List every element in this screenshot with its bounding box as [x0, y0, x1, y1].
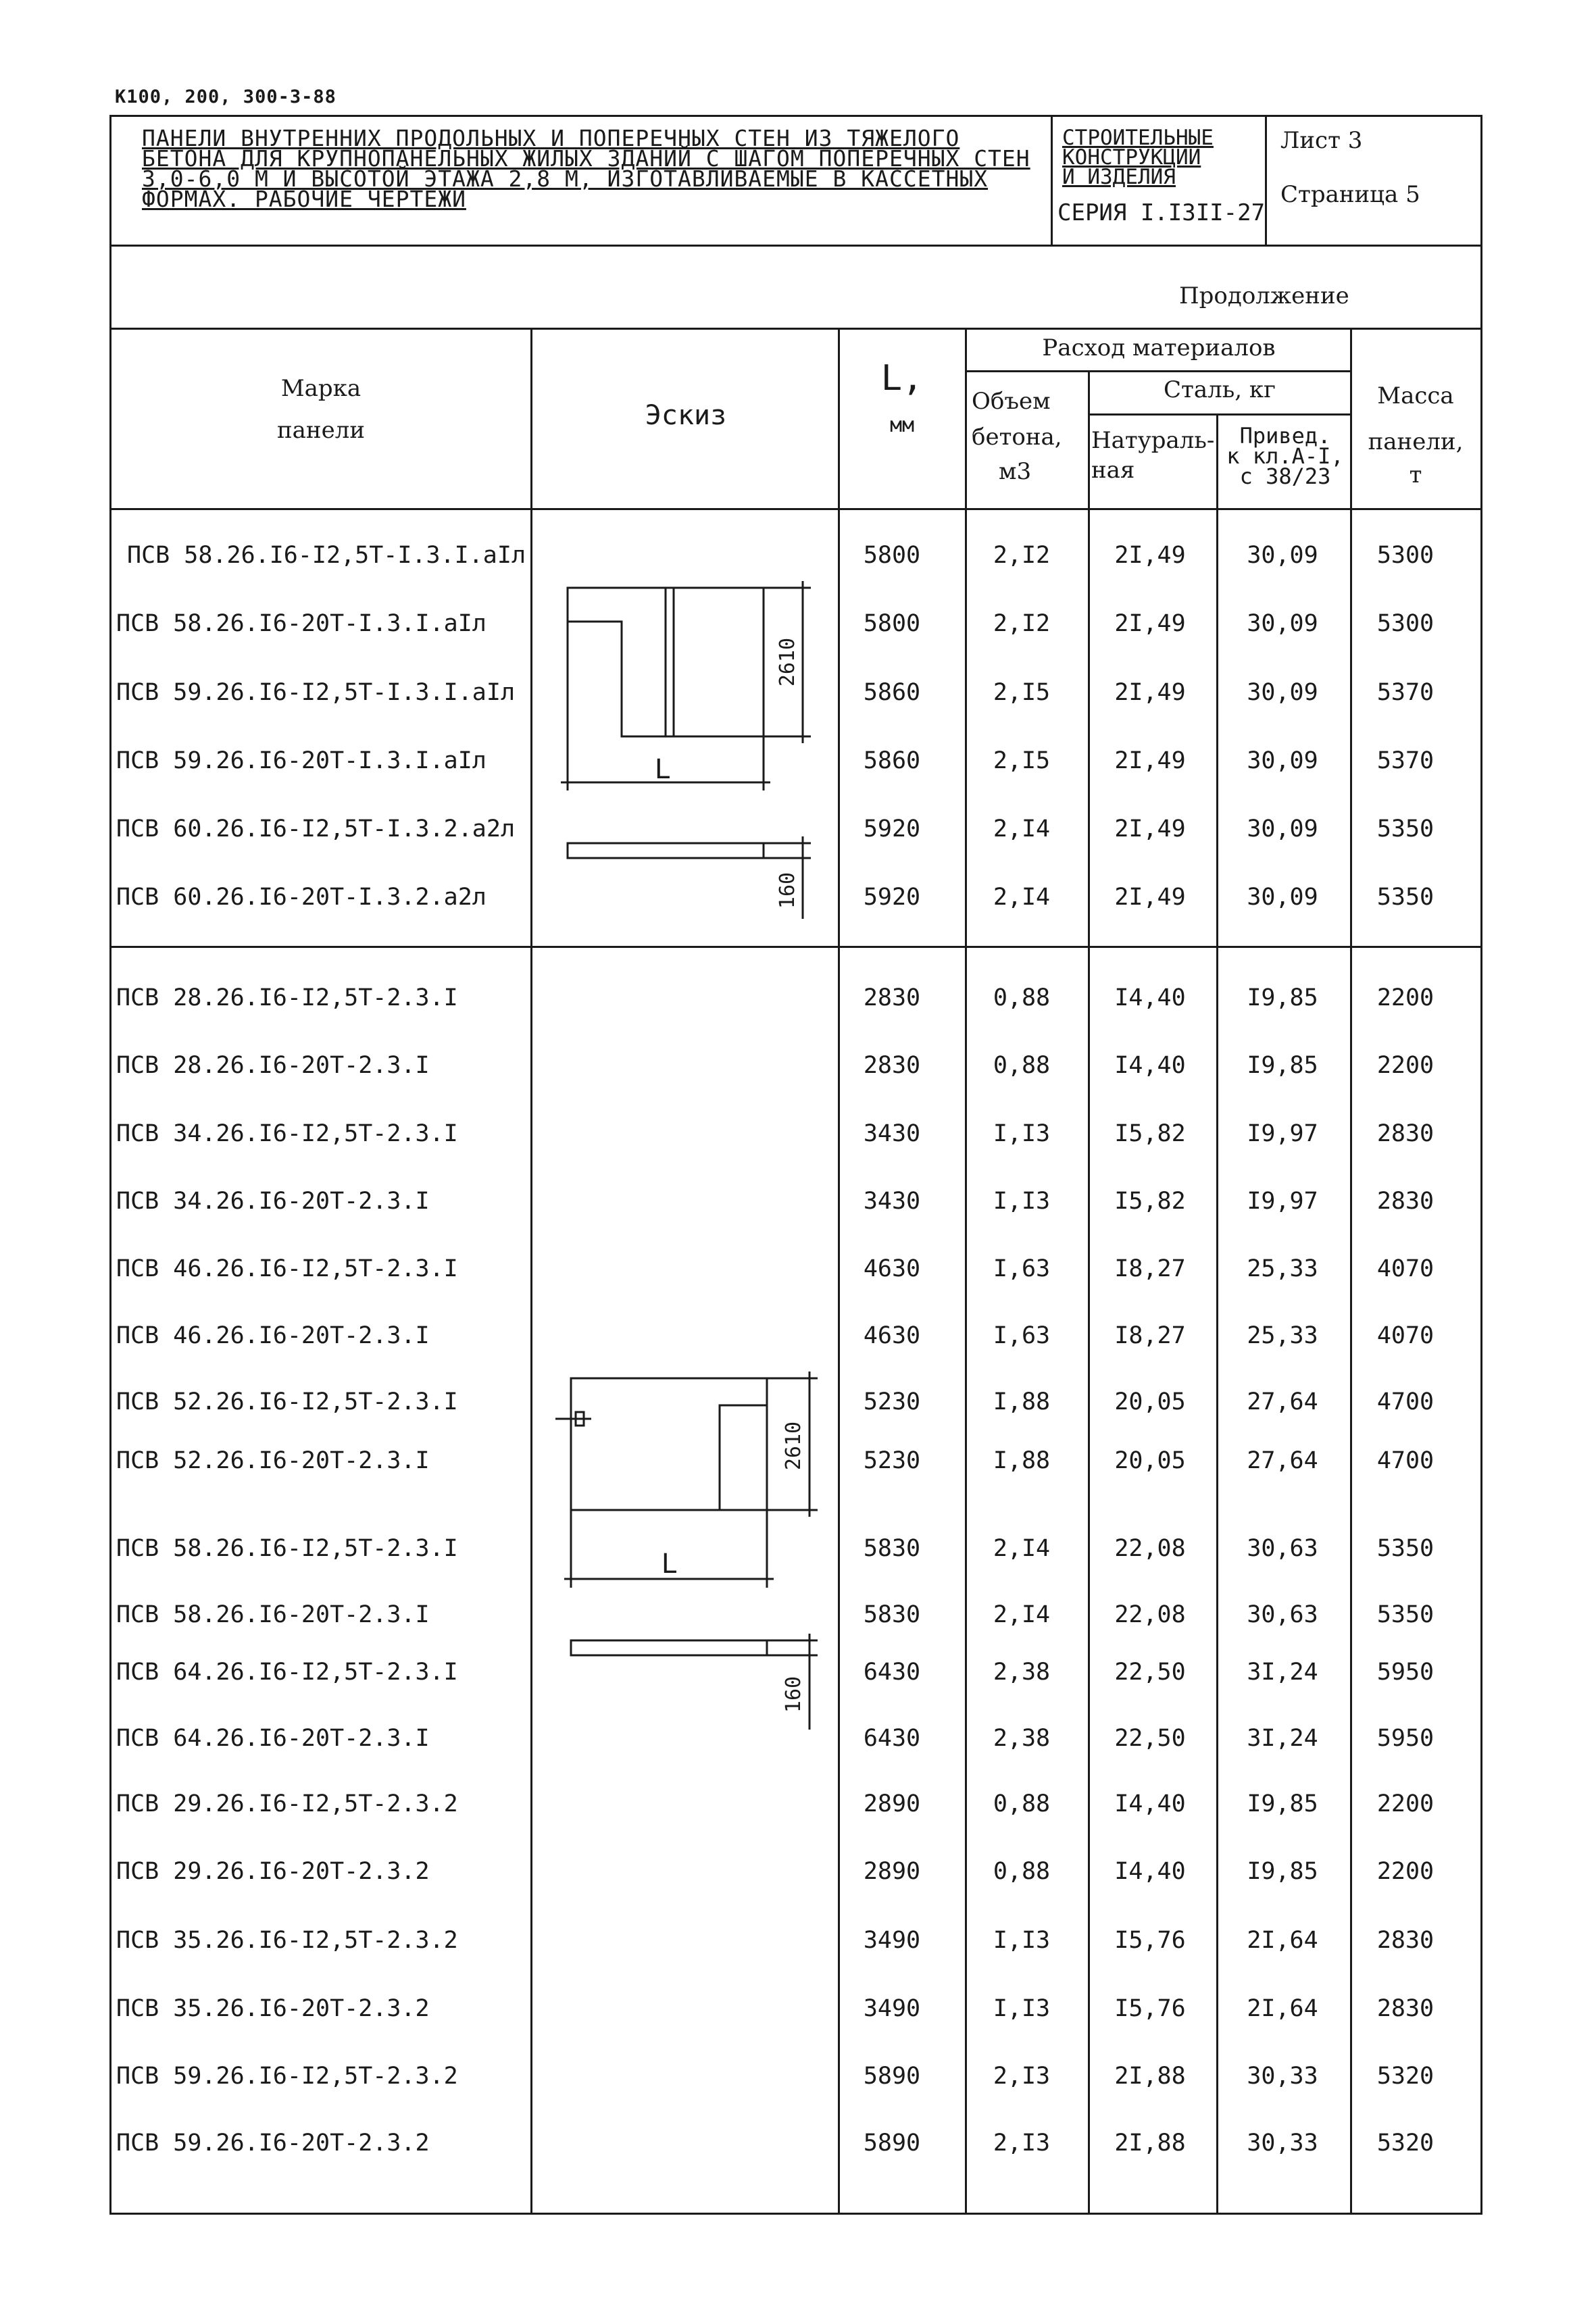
- panel-length: 2830: [863, 984, 921, 1011]
- steel-reduced: 25,33: [1247, 1322, 1318, 1349]
- header-volume: [966, 386, 1093, 485]
- steel-natural: 22,50: [1114, 1725, 1186, 1752]
- panel-length: 5920: [863, 884, 921, 911]
- concrete-volume: 2,I4: [993, 884, 1051, 911]
- panel-length: 3490: [863, 1995, 921, 2022]
- concrete-volume: 2,I3: [993, 2130, 1051, 2157]
- concrete-volume: I,I3: [993, 1995, 1051, 2022]
- concrete-volume: I,I3: [993, 1120, 1051, 1147]
- table-row: [0, 815, 1596, 848]
- steel-reduced: 2I,64: [1247, 1927, 1318, 1954]
- stamp-page-number: Страница 5: [1280, 181, 1420, 208]
- steel-natural: I5,82: [1114, 1188, 1186, 1215]
- concrete-volume: 2,I3: [993, 2063, 1051, 2090]
- header-natural-line-2: ная: [1091, 457, 1135, 484]
- panel-length: 5830: [863, 1601, 921, 1628]
- panel-mark: ПСВ 59.26.I6-20Т-I.3.I.aIл: [116, 747, 487, 774]
- panel-mark: ПСВ 52.26.I6-20Т-2.3.I: [116, 1447, 430, 1474]
- panel-length: 3490: [863, 1927, 921, 1954]
- steel-reduced: 30,09: [1247, 610, 1318, 637]
- header-mark-line-2: панели: [277, 417, 365, 444]
- panel-mass: 2200: [1376, 984, 1435, 1011]
- steel-reduced: 25,33: [1247, 1255, 1318, 1282]
- steel-reduced: 3I,24: [1247, 1725, 1318, 1752]
- stamp-category-line-2: КОНСТРУКЦИИ: [1062, 145, 1201, 170]
- stamp-category-line-1: СТРОИТЕЛЬНЫЕ: [1062, 126, 1214, 150]
- header-reduced-line-3: с 38/23: [1239, 463, 1331, 489]
- concrete-volume: 2,38: [993, 1659, 1051, 1686]
- concrete-volume: 2,38: [993, 1725, 1051, 1752]
- header-mass-line-2: панели,: [1368, 428, 1464, 455]
- steel-reduced: I9,97: [1247, 1188, 1318, 1215]
- table-row: [0, 1790, 1596, 1823]
- panel-mass: 4700: [1376, 1447, 1435, 1474]
- panel-mass: 5350: [1376, 1601, 1435, 1628]
- concrete-volume: 0,88: [993, 1790, 1051, 1817]
- panel-mass: 5300: [1376, 542, 1435, 569]
- header-mass: [1351, 373, 1480, 488]
- panel-length: 5830: [863, 1535, 921, 1562]
- stamp-sheet-number: Лист 3: [1280, 127, 1363, 154]
- header-mass-line-1: Масса: [1377, 382, 1454, 409]
- table-row: [0, 679, 1596, 711]
- steel-reduced: 30,09: [1247, 815, 1318, 842]
- table-row: [0, 1188, 1596, 1220]
- panel-mass: 2830: [1376, 1927, 1435, 1954]
- steel-natural: 2I,88: [1114, 2130, 1186, 2157]
- steel-reduced: 30,09: [1247, 679, 1318, 706]
- title-block-divider-2: [1265, 115, 1267, 245]
- panel-length: 5890: [863, 2130, 921, 2157]
- table-row: [0, 2130, 1596, 2162]
- steel-natural: I5,82: [1114, 1120, 1186, 1147]
- panel-mark: ПСВ 58.26.I6-20Т-I.3.I.aIл: [116, 610, 487, 637]
- concrete-volume: 2,I5: [993, 747, 1051, 774]
- steel-natural: 20,05: [1114, 1388, 1186, 1415]
- panel-mass: 4070: [1376, 1255, 1435, 1282]
- title-block-divider-1: [1051, 115, 1053, 245]
- panel-length: 5800: [863, 610, 921, 637]
- panel-mark: ПСВ 28.26.I6-20Т-2.3.I: [116, 1052, 430, 1079]
- panel-length: 2830: [863, 1052, 921, 1079]
- concrete-volume: 2,I4: [993, 815, 1051, 842]
- concrete-volume: I,63: [993, 1322, 1051, 1349]
- header-steel: Сталь, кг: [1164, 376, 1276, 403]
- table-row: [0, 984, 1596, 1017]
- stamp-category-line-3: И ИЗДЕЛИЯ: [1062, 165, 1176, 189]
- panel-mark: ПСВ 35.26.I6-20Т-2.3.2: [116, 1995, 430, 2022]
- steel-reduced: I9,85: [1247, 1052, 1318, 1079]
- header-sketch: Эскиз: [645, 400, 727, 431]
- header-volume-line-1: Объем: [972, 388, 1051, 415]
- header-reduced-line-2: к кл.А-I,: [1226, 443, 1344, 469]
- steel-natural: I4,40: [1114, 1052, 1186, 1079]
- document-code: К100, 200, 300-3-88: [115, 86, 336, 107]
- steel-natural: I8,27: [1114, 1322, 1186, 1349]
- panel-mark: ПСВ 59.26.I6-I2,5Т-2.3.2: [116, 2063, 458, 2090]
- panel-mark: ПСВ 59.26.I6-20Т-2.3.2: [116, 2130, 430, 2157]
- concrete-volume: 2,I5: [993, 679, 1051, 706]
- panel-mass: 5320: [1376, 2130, 1435, 2157]
- steel-reduced: I9,97: [1247, 1120, 1318, 1147]
- title-block-bottom-line: [109, 245, 1482, 247]
- panel-mark: ПСВ 60.26.I6-I2,5Т-I.3.2.a2л: [116, 815, 516, 842]
- panel-mass: 2200: [1376, 1858, 1435, 1885]
- sketch-2-length-label: L: [661, 1549, 677, 1580]
- concrete-volume: I,88: [993, 1447, 1051, 1474]
- steel-natural: 2I,49: [1114, 542, 1186, 569]
- panel-mark: ПСВ 64.26.I6-20Т-2.3.I: [116, 1725, 430, 1752]
- table-row: [0, 1255, 1596, 1288]
- panel-mark: ПСВ 60.26.I6-20Т-I.3.2.a2л: [116, 884, 487, 911]
- steel-reduced: I9,85: [1247, 984, 1318, 1011]
- table-row: [0, 1725, 1596, 1757]
- table-row: [0, 1388, 1596, 1421]
- steel-natural: I5,76: [1114, 1995, 1186, 2022]
- panel-length: 6430: [863, 1659, 921, 1686]
- steel-natural: 2I,49: [1114, 747, 1186, 774]
- stamp-series: СЕРИЯ I.I3II-27: [1057, 199, 1266, 226]
- concrete-volume: 2,I2: [993, 542, 1051, 569]
- steel-reduced: I9,85: [1247, 1858, 1318, 1885]
- concrete-volume: I,I3: [993, 1927, 1051, 1954]
- panel-length: 4630: [863, 1255, 921, 1282]
- concrete-volume: I,I3: [993, 1188, 1051, 1215]
- steel-natural: 2I,49: [1114, 884, 1186, 911]
- panel-mass: 2830: [1376, 1188, 1435, 1215]
- concrete-volume: 2,I4: [993, 1535, 1051, 1562]
- panel-length: 5860: [863, 747, 921, 774]
- table-row: [0, 1322, 1596, 1355]
- steel-natural: 22,08: [1114, 1601, 1186, 1628]
- steel-reduced: 27,64: [1247, 1447, 1318, 1474]
- table-row: [0, 1659, 1596, 1691]
- document-title: ПАНЕЛИ ВНУТРЕННИХ ПРОДОЛЬНЫХ И ПОПЕРЕЧНЫХ СТЕН ИЗ ТЯЖЕЛОГО БЕТОНА ДЛЯ КРУПНОПАНЕЛЬНЫХ ЖИЛЫХ ЗДАНИЙ С ШАГОМ ПОПЕРЕЧНЫХ СТЕН 3,0-6,0 М И ВЫСОТОЙ ЭТАЖА 2,8 М, ИЗГОТАВЛИВАЕМЫЕ В КАССЕТНЫХ ФОРМАХ. РАБОЧИЕ ЧЕРТЕЖИ: [142, 125, 1030, 212]
- sketch-1-length-label: L: [654, 754, 670, 785]
- table-row: [0, 884, 1596, 916]
- panel-mass: 5950: [1376, 1659, 1435, 1686]
- panel-mark: ПСВ 35.26.I6-I2,5Т-2.3.2: [116, 1927, 458, 1954]
- header-natural: [1091, 426, 1216, 485]
- steel-reduced: 3I,24: [1247, 1659, 1318, 1686]
- panel-mass: 5320: [1376, 2063, 1435, 2090]
- steel-reduced: 30,33: [1247, 2130, 1318, 2157]
- table-row: [0, 542, 1596, 574]
- materials-header-line: [965, 370, 1350, 372]
- steel-reduced: 30,63: [1247, 1535, 1318, 1562]
- panel-length: 3430: [863, 1188, 921, 1215]
- panel-mass: 5350: [1376, 1535, 1435, 1562]
- header-reduced-line-1: Привед.: [1239, 423, 1331, 449]
- panel-mass: 2200: [1376, 1052, 1435, 1079]
- steel-reduced: 30,09: [1247, 542, 1318, 569]
- header-reduced: [1220, 423, 1350, 489]
- sketch-2-height-label: 2610: [782, 1421, 805, 1471]
- panel-mass: 2830: [1376, 1995, 1435, 2022]
- steel-reduced: 30,33: [1247, 2063, 1318, 2090]
- table-row: [0, 1858, 1596, 1890]
- panel-mass: 5350: [1376, 815, 1435, 842]
- steel-natural: 22,50: [1114, 1659, 1186, 1686]
- panel-mark: ПСВ 29.26.I6-I2,5Т-2.3.2: [116, 1790, 458, 1817]
- steel-reduced: I9,85: [1247, 1790, 1318, 1817]
- panel-mass: 5350: [1376, 884, 1435, 911]
- panel-mark: ПСВ 58.26.I6-I2,5Т-2.3.I: [116, 1535, 458, 1562]
- sketch-1-height-label: 2610: [776, 637, 799, 687]
- panel-mark: ПСВ 64.26.I6-I2,5Т-2.3.I: [116, 1659, 458, 1686]
- panel-mark: ПСВ 46.26.I6-I2,5Т-2.3.I: [116, 1255, 458, 1282]
- steel-natural: 22,08: [1114, 1535, 1186, 1562]
- steel-natural: I4,40: [1114, 1858, 1186, 1885]
- concrete-volume: 2,I2: [993, 610, 1051, 637]
- header-length: [845, 358, 959, 439]
- panel-mark: ПСВ 29.26.I6-20Т-2.3.2: [116, 1858, 430, 1885]
- concrete-volume: 2,I4: [993, 1601, 1051, 1628]
- header-mark-line-1: Марка: [280, 375, 361, 402]
- panel-mark: ПСВ 34.26.I6-20Т-2.3.I: [116, 1188, 430, 1215]
- sketch-2-thickness-label: 160: [782, 1676, 805, 1713]
- steel-natural: 2I,49: [1114, 679, 1186, 706]
- panel-mass: 5370: [1376, 747, 1435, 774]
- header-bottom-line: [109, 508, 1482, 510]
- table-row: [0, 1927, 1596, 1959]
- steel-natural: I8,27: [1114, 1255, 1186, 1282]
- header-length-unit: мм: [889, 413, 915, 437]
- panel-length: 4630: [863, 1322, 921, 1349]
- panel-length: 2890: [863, 1858, 921, 1885]
- table-top-line: [109, 328, 1482, 330]
- panel-mass: 5300: [1376, 610, 1435, 637]
- table-row: [0, 610, 1596, 643]
- panel-length: 3430: [863, 1120, 921, 1147]
- table-row: [0, 1120, 1596, 1153]
- panel-mass: 4700: [1376, 1388, 1435, 1415]
- header-natural-line-1: Натураль-: [1091, 427, 1215, 454]
- steel-reduced: 30,63: [1247, 1601, 1318, 1628]
- steel-natural: 2I,88: [1114, 2063, 1186, 2090]
- panel-length: 5860: [863, 679, 921, 706]
- panel-mark: ПСВ 28.26.I6-I2,5Т-2.3.I: [116, 984, 458, 1011]
- table-row: [0, 1601, 1596, 1634]
- panel-mark: ПСВ 58.26.I6-I2,5Т-I.3.I.aIл: [127, 542, 526, 569]
- header-mass-line-3: т: [1409, 461, 1422, 488]
- steel-reduced: 30,09: [1247, 747, 1318, 774]
- table-row: [0, 1447, 1596, 1480]
- table-row: [0, 1535, 1596, 1567]
- header-mark: [203, 375, 439, 444]
- panel-mass: 2830: [1376, 1120, 1435, 1147]
- table-row: [0, 2063, 1596, 2095]
- panel-mass: 5950: [1376, 1725, 1435, 1752]
- panel-section-2: [571, 1640, 767, 1655]
- panel-mark: ПСВ 34.26.I6-I2,5Т-2.3.I: [116, 1120, 458, 1147]
- panel-length: 6430: [863, 1725, 921, 1752]
- concrete-volume: 0,88: [993, 984, 1051, 1011]
- group-divider-line: [109, 946, 1482, 948]
- panel-length: 5230: [863, 1388, 921, 1415]
- concrete-volume: 0,88: [993, 1858, 1051, 1885]
- panel-length: 5800: [863, 542, 921, 569]
- steel-header-line: [1088, 413, 1350, 416]
- panel-mark: ПСВ 46.26.I6-20Т-2.3.I: [116, 1322, 430, 1349]
- table-row: [0, 1052, 1596, 1084]
- steel-natural: I4,40: [1114, 1790, 1186, 1817]
- stamp-category: [1062, 128, 1258, 187]
- concrete-volume: I,88: [993, 1388, 1051, 1415]
- concrete-volume: I,63: [993, 1255, 1051, 1282]
- header-materials: Расход материалов: [1042, 334, 1276, 361]
- concrete-volume: 0,88: [993, 1052, 1051, 1079]
- header-volume-line-2: бетона,: [972, 424, 1062, 451]
- steel-reduced: 2I,64: [1247, 1995, 1318, 2022]
- panel-mark: ПСВ 58.26.I6-20Т-2.3.I: [116, 1601, 430, 1628]
- panel-mass: 2200: [1376, 1790, 1435, 1817]
- steel-natural: I5,76: [1114, 1927, 1186, 1954]
- panel-length: 5920: [863, 815, 921, 842]
- header-volume-line-3: м3: [999, 458, 1032, 485]
- panel-length: 5230: [863, 1447, 921, 1474]
- panel-mark: ПСВ 59.26.I6-I2,5Т-I.3.I.aIл: [116, 679, 516, 706]
- panel-mass: 4070: [1376, 1322, 1435, 1349]
- steel-reduced: 27,64: [1247, 1388, 1318, 1415]
- continuation-label: Продолжение: [1179, 282, 1349, 309]
- steel-natural: 20,05: [1114, 1447, 1186, 1474]
- header-length-symbol: L,: [880, 358, 924, 399]
- panel-mass: 5370: [1376, 679, 1435, 706]
- steel-natural: I4,40: [1114, 984, 1186, 1011]
- steel-natural: 2I,49: [1114, 610, 1186, 637]
- table-row: [0, 747, 1596, 780]
- panel-length: 5890: [863, 2063, 921, 2090]
- sketch-1-thickness-label: 160: [776, 872, 799, 909]
- table-row: [0, 1995, 1596, 2028]
- panel-mark: ПСВ 52.26.I6-I2,5Т-2.3.I: [116, 1388, 458, 1415]
- steel-natural: 2I,49: [1114, 815, 1186, 842]
- steel-reduced: 30,09: [1247, 884, 1318, 911]
- panel-length: 2890: [863, 1790, 921, 1817]
